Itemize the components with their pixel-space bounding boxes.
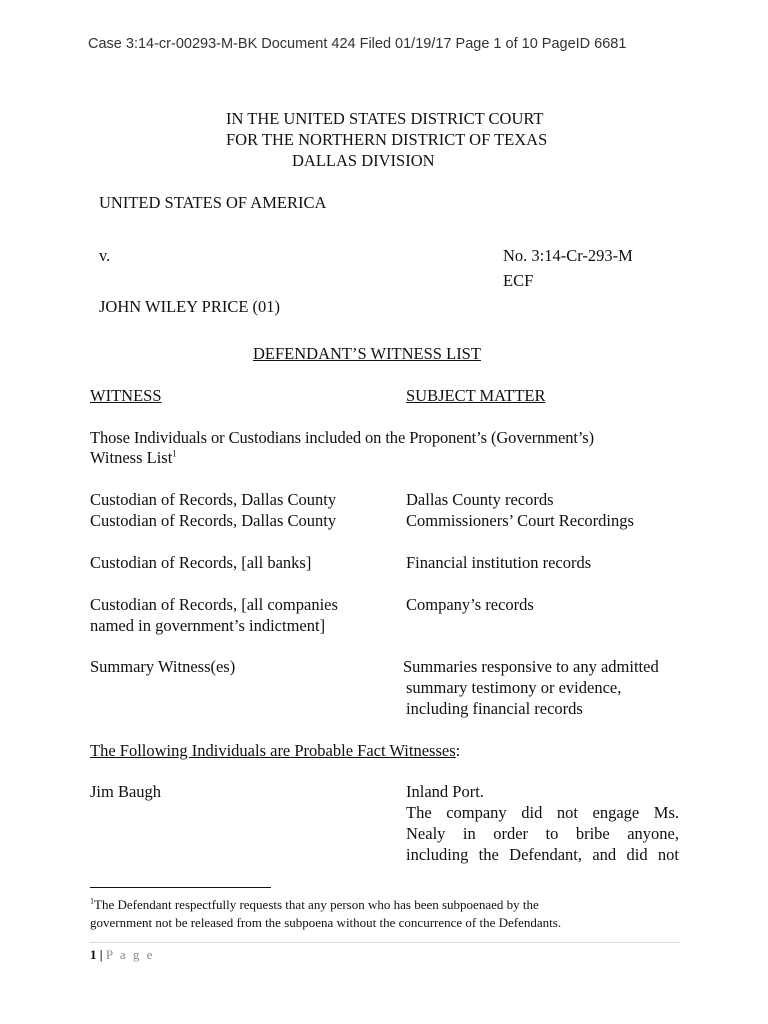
page-footer <box>90 944 154 965</box>
court-division: DALLAS DIVISION <box>292 151 435 170</box>
footnote-separator <box>90 887 271 888</box>
witness-custodian-companies-line2: named in government’s indictment] <box>90 616 326 635</box>
plaintiff-name: UNITED STATES OF AMERICA <box>99 193 327 212</box>
page-number: 1 <box>90 947 97 962</box>
witness-custodian-banks: Custodian of Records, [all banks] <box>90 553 312 572</box>
witness-jim-baugh: Jim Baugh <box>90 782 162 801</box>
subject-summaries-line1: Summaries responsive to any admitted <box>403 657 659 676</box>
column-header-witness: WITNESS <box>90 386 162 405</box>
section-heading-line2 <box>90 447 177 468</box>
witness-custodian-dallas-1: Custodian of Records, Dallas County <box>90 490 337 509</box>
document-title: DEFENDANT’S WITNESS LIST <box>253 344 481 363</box>
baugh-subject-line1: Inland Port. <box>406 782 484 801</box>
section-heading-custodians <box>90 427 594 448</box>
footnote-text-line2: government not be released from the subpoena without the concurrence of the Defendants. <box>90 915 562 930</box>
subject-court-recordings: Commissioners’ Court Recordings <box>406 511 634 530</box>
defendant-name: JOHN WILEY PRICE (01) <box>99 297 281 316</box>
witness-custodian-companies-line1: Custodian of Records, [all companies <box>90 595 338 614</box>
footnote-number: 1 <box>90 896 94 906</box>
case-header: Case 3:14-cr-00293-M-BK Document 424 Filed 01/19/17 Page 1 of 10 PageID 6681 <box>88 36 627 52</box>
footnote-reference: 1 <box>172 448 177 459</box>
section-heading-fact-witnesses <box>90 740 460 761</box>
section-heading-line1: Those Individuals or Custodians included on the Proponent’s (Government’s) <box>90 428 595 447</box>
subject-summaries-line3: including financial records <box>406 699 583 718</box>
page-separator: | <box>96 947 106 962</box>
subject-summaries-line2: summary testimony or evidence, <box>406 678 622 697</box>
baugh-subject-line3: Nealy in order to bribe anyone, <box>406 824 679 843</box>
column-header-subject: SUBJECT MATTER <box>406 386 546 405</box>
footnote-text-line1: The Defendant respectfully requests that any person who has been subpoenaed by the <box>94 897 539 912</box>
court-name-line2: FOR THE NORTHERN DISTRICT OF TEXAS <box>226 130 548 149</box>
case-number: No. 3:14-Cr-293-M <box>503 246 633 265</box>
fact-witnesses-colon: : <box>455 741 461 760</box>
baugh-subject-line2: The company did not engage Ms. <box>406 803 679 822</box>
footer-separator <box>90 942 680 943</box>
fact-witnesses-label: The Following Individuals are Probable Fact Witnesses <box>90 741 456 760</box>
subject-financial-records: Financial institution records <box>406 553 592 572</box>
versus: v. <box>99 246 111 265</box>
subject-company-records: Company’s records <box>406 595 534 614</box>
page-label: P a g e <box>105 947 155 962</box>
baugh-subject-line4: including the Defendant, and did not <box>406 845 679 864</box>
witness-list-label: Witness List <box>90 448 173 467</box>
witness-custodian-dallas-2: Custodian of Records, Dallas County <box>90 511 337 530</box>
court-name-line1: IN THE UNITED STATES DISTRICT COURT <box>226 109 544 128</box>
ecf-label: ECF <box>503 271 534 290</box>
subject-dallas-county-records: Dallas County records <box>406 490 554 509</box>
footnote-line1 <box>90 896 539 913</box>
witness-summary: Summary Witness(es) <box>90 657 236 676</box>
